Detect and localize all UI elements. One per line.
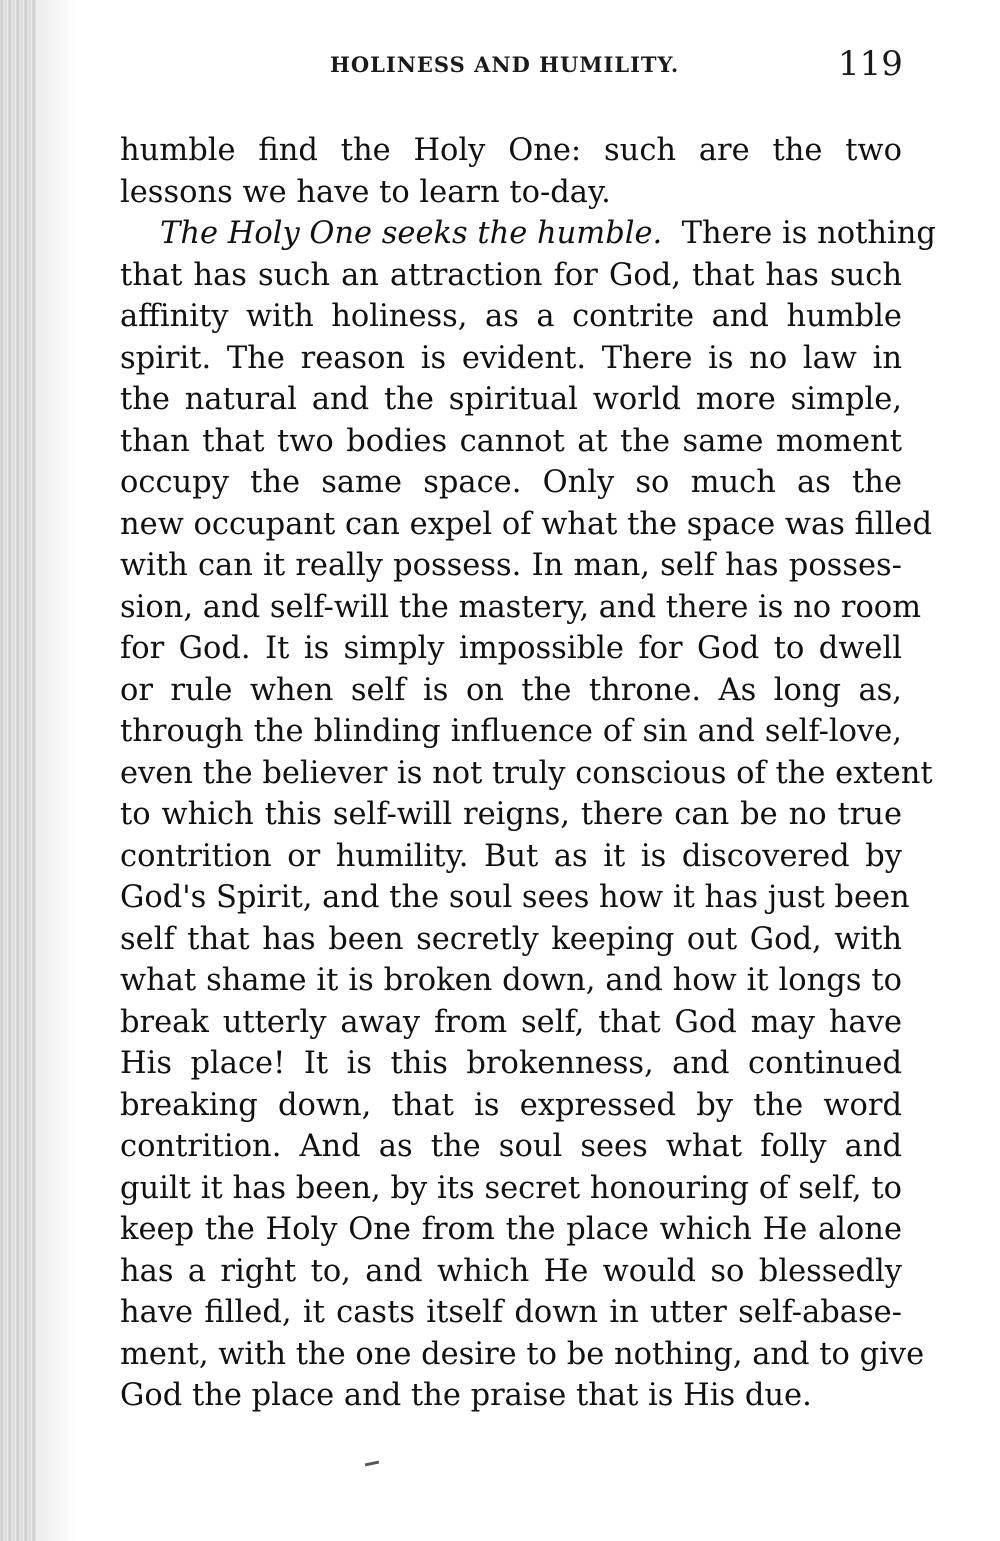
text-line: have filled, it casts itself down in utter self-abase- [120, 1295, 902, 1330]
text-line: spirit. The reason is evident. There is no law in [120, 340, 902, 376]
text-line: break utterly away from self, that God may have [120, 1004, 902, 1040]
text-line-rest: There is nothing [681, 216, 936, 251]
text-line: even the believer is not truly conscious of the extent [120, 755, 933, 791]
gutter-shadow [36, 0, 76, 1541]
text-line: than that two bodies cannot at the same moment [120, 423, 902, 459]
text-line: contrition. And as the soul sees what folly and [120, 1129, 902, 1164]
text-line: affinity with holiness, as a contrite and humble [120, 299, 902, 334]
page-number: 119 [838, 44, 903, 84]
text-line: His place! It is this brokenness, and continued [120, 1046, 902, 1081]
text-line: self that has been secretly keeping out God, with [120, 921, 902, 957]
text-line: what shame it is broken down, and how it longs to [120, 963, 902, 998]
text-line: sion, and self-will the mastery, and there is no room [120, 589, 922, 625]
italic-lead-phrase: The Holy One seeks the humble. [160, 216, 663, 251]
text-line: God's Spirit, and the soul sees how it has just been [120, 880, 910, 915]
text-line: keep the Holy One from the place which He alone [120, 1212, 902, 1247]
text-line: humble find the Holy One: such are the two [120, 133, 902, 168]
print-speck [365, 1461, 379, 1467]
text-line: new occupant can expel of what the space was filled [120, 506, 932, 542]
body-text [120, 130, 936, 1417]
text-line: breaking down, that is expressed by the word [120, 1087, 902, 1123]
text-line: for God. It is simply impossible for God to dwell [120, 631, 902, 666]
text-line: the natural and the spiritual world more simple, [120, 382, 902, 417]
scanned-gutter-edge [0, 0, 36, 1541]
running-header-title: HOLINESS AND HUMILITY. [330, 52, 680, 77]
text-line: that has such an attraction for God, that has such [120, 257, 902, 293]
text-line: to which this self-will reigns, there can be no true [120, 797, 902, 832]
text-line: contrition or humility. But as it is discovered by [120, 838, 902, 874]
text-line: ment, with the one desire to be nothing, and to give [120, 1336, 925, 1372]
text-line: with can it really possess. In man, self has posses- [120, 548, 902, 583]
text-line: occupy the same space. Only so much as the [120, 465, 902, 500]
text-line: or rule when self is on the throne. As long as, [120, 672, 902, 708]
paragraph-opening-line [120, 213, 936, 255]
text-line: lessons we have to learn to-day. [120, 174, 611, 210]
text-line: has a right to, and which He would so blessedly [120, 1253, 902, 1289]
text-line: God the place and the praise that is His due. [120, 1378, 812, 1413]
text-line: guilt it has been, by its secret honouring of self, to [120, 1170, 902, 1206]
text-line: through the blinding influence of sin and self-love, [120, 714, 902, 749]
